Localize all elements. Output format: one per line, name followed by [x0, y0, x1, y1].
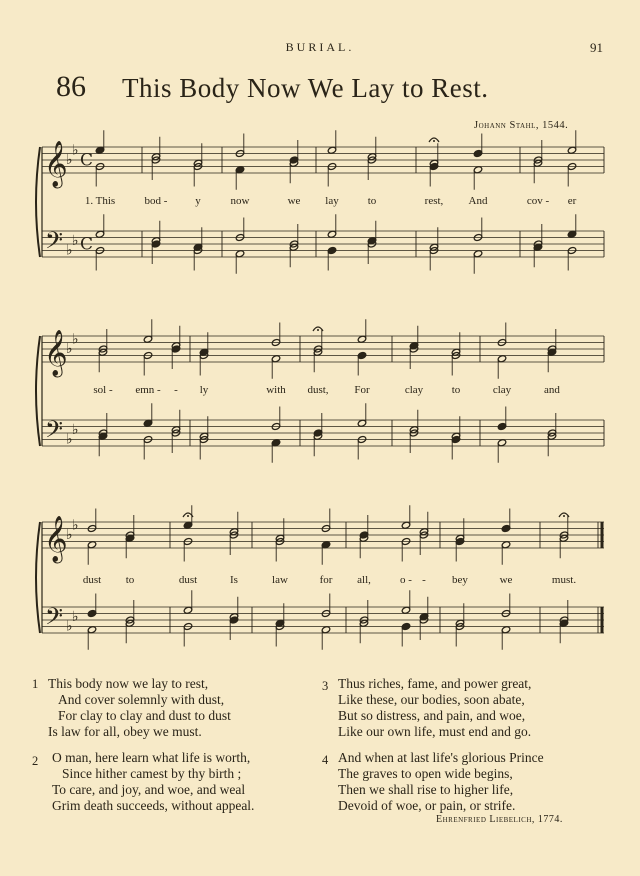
stanza-line: Grim death succeeds, without appeal. — [52, 798, 255, 813]
treble-clef-icon: 𝄞 — [44, 330, 68, 376]
note-head — [183, 606, 192, 614]
stanza-line: This body now we lay to rest, — [48, 676, 209, 691]
stanza-line: And when at last life's glorious Prince — [338, 750, 544, 765]
bass-clef-icon: 𝄢 — [45, 415, 64, 449]
note-head — [235, 250, 244, 258]
flat-icon: ♭ — [72, 331, 79, 348]
flat-icon: ♭ — [66, 527, 73, 543]
lyric-syllable: clay — [404, 384, 424, 396]
note-head — [501, 541, 510, 549]
bass-clef-icon: 𝄢 — [45, 226, 64, 260]
lyric-syllable: now — [230, 195, 250, 207]
lyric-syllable: we — [499, 574, 513, 586]
lyric-syllable: o - — [400, 574, 412, 586]
flat-icon: ♭ — [66, 431, 73, 448]
note-head — [567, 230, 576, 238]
flat-icon: ♭ — [66, 152, 73, 168]
stanza-line: To care, and joy, and woe, and weal — [52, 782, 246, 797]
fermata-dot — [317, 329, 319, 331]
page-number: 91 — [590, 40, 603, 55]
flat-icon: ♭ — [72, 608, 79, 625]
note-head — [327, 146, 336, 154]
lyric-syllable: dust — [82, 574, 102, 586]
stanza-line: Thus riches, fame, and power great, — [338, 676, 532, 691]
composer-credit: Johann Stahl, 1544. — [474, 120, 569, 131]
lyric-syllable: Is — [230, 574, 238, 586]
note-head — [327, 247, 336, 255]
common-time-icon: C — [80, 234, 94, 255]
note-head — [143, 419, 152, 427]
system-brace — [36, 522, 40, 633]
note-head — [271, 355, 280, 363]
lyric-syllable: to — [367, 195, 377, 207]
lyric-syllable: must. — [551, 574, 577, 586]
treble-clef-icon: 𝄞 — [44, 516, 68, 562]
note-head — [357, 352, 366, 360]
lyric-syllable: with — [266, 384, 286, 396]
note-head — [401, 521, 410, 529]
note-head — [497, 439, 506, 447]
note-head — [87, 541, 96, 549]
note-head — [473, 166, 482, 174]
lyric-syllable: ly — [199, 384, 209, 396]
stanza-line: But so distress, and pain, and woe, — [338, 708, 526, 723]
text-author-credit: Ehrenfried Liebelich, 1774. — [436, 814, 563, 825]
stanza-line: The graves to open wide begins, — [338, 766, 513, 781]
fermata-dot — [563, 515, 565, 517]
note-head — [271, 439, 280, 447]
flat-icon: ♭ — [72, 517, 79, 534]
note-head — [183, 521, 192, 529]
note-head — [401, 623, 410, 631]
note-head — [497, 423, 506, 431]
common-time-icon: C — [80, 150, 94, 171]
note-head — [501, 525, 510, 533]
lyric-syllable: all, — [357, 574, 371, 586]
hymn-title: This Body Now We Lay to Rest. — [122, 73, 489, 103]
stanza-number: 1 — [32, 677, 39, 691]
note-head — [357, 335, 366, 343]
lyric-syllable: dust — [178, 574, 198, 586]
note-head — [473, 150, 482, 158]
fermata-dot — [433, 140, 435, 142]
note-head — [321, 541, 330, 549]
lyric-syllable: For — [354, 384, 370, 396]
lyric-syllable: we — [287, 195, 301, 207]
flat-icon: ♭ — [66, 242, 73, 259]
note-head — [501, 626, 510, 634]
lyric-syllable: for — [319, 574, 333, 586]
lyric-syllable: er — [567, 195, 577, 207]
system-brace — [36, 336, 40, 446]
lyric-syllable: And — [468, 195, 488, 207]
stanza-line: Like our own life, must end and go. — [338, 724, 532, 739]
note-head — [95, 230, 104, 238]
lyric-syllable: and — [544, 384, 560, 396]
lyric-syllable: clay — [492, 384, 512, 396]
note-head — [327, 230, 336, 238]
lyric-syllable: rest, — [424, 195, 444, 207]
running-head: BURIAL. — [285, 40, 355, 54]
stanza-line: Like these, our bodies, soon abate, — [338, 692, 525, 707]
flat-icon: ♭ — [66, 618, 73, 635]
stanza-line: Then we shall rise to higher life, — [338, 782, 514, 797]
lyric-syllable: 1. This — [84, 195, 116, 207]
note-head — [497, 355, 506, 363]
hymn-number: 86 — [56, 70, 86, 103]
note-head — [321, 626, 330, 634]
lyric-syllable: to — [125, 574, 135, 586]
system-brace — [36, 147, 40, 257]
note-head — [95, 146, 104, 154]
note-head — [143, 335, 152, 343]
stanza-number: 2 — [32, 754, 39, 768]
stanza-line: Since hither camest by thy birth ; — [62, 766, 242, 781]
note-head — [235, 166, 244, 174]
stanza-number: 3 — [322, 679, 329, 693]
stanza-line: For clay to clay and dust to dust — [58, 708, 231, 723]
lyric-syllable: y — [195, 195, 201, 207]
lyric-syllable: sol - — [93, 384, 113, 396]
lyric-syllable: bod - — [144, 195, 168, 207]
lyric-syllable: - — [174, 384, 178, 396]
lyric-syllable: lay — [325, 195, 339, 207]
flat-icon: ♭ — [72, 142, 79, 159]
stanza-line: O man, here learn what life is worth, — [52, 750, 251, 765]
flat-icon: ♭ — [72, 232, 79, 249]
note-head — [567, 146, 576, 154]
lyric-syllable: dust, — [307, 384, 329, 396]
stanza-line: Devoid of woe, or pain, or strife. — [338, 798, 516, 813]
lyric-syllable: to — [451, 384, 461, 396]
stanza-line: Is law for all, obey we must. — [48, 724, 202, 739]
bass-clef-icon: 𝄢 — [45, 602, 64, 636]
note-head — [87, 610, 96, 618]
note-head — [87, 626, 96, 634]
stanza-number: 4 — [322, 753, 329, 767]
note-head — [357, 419, 366, 427]
lyric-syllable: bey — [452, 574, 468, 586]
lyric-syllable: law — [272, 574, 288, 586]
treble-clef-icon: 𝄞 — [44, 141, 68, 187]
fermata-dot — [187, 515, 189, 517]
flat-icon: ♭ — [66, 341, 73, 357]
note-head — [401, 606, 410, 614]
flat-icon: ♭ — [72, 421, 79, 438]
lyric-syllable: - — [422, 574, 426, 586]
lyric-syllable: emn - — [135, 384, 161, 396]
note-head — [473, 250, 482, 258]
lyric-syllable: cov - — [526, 195, 550, 207]
stanza-line: And cover solemnly with dust, — [58, 692, 225, 707]
